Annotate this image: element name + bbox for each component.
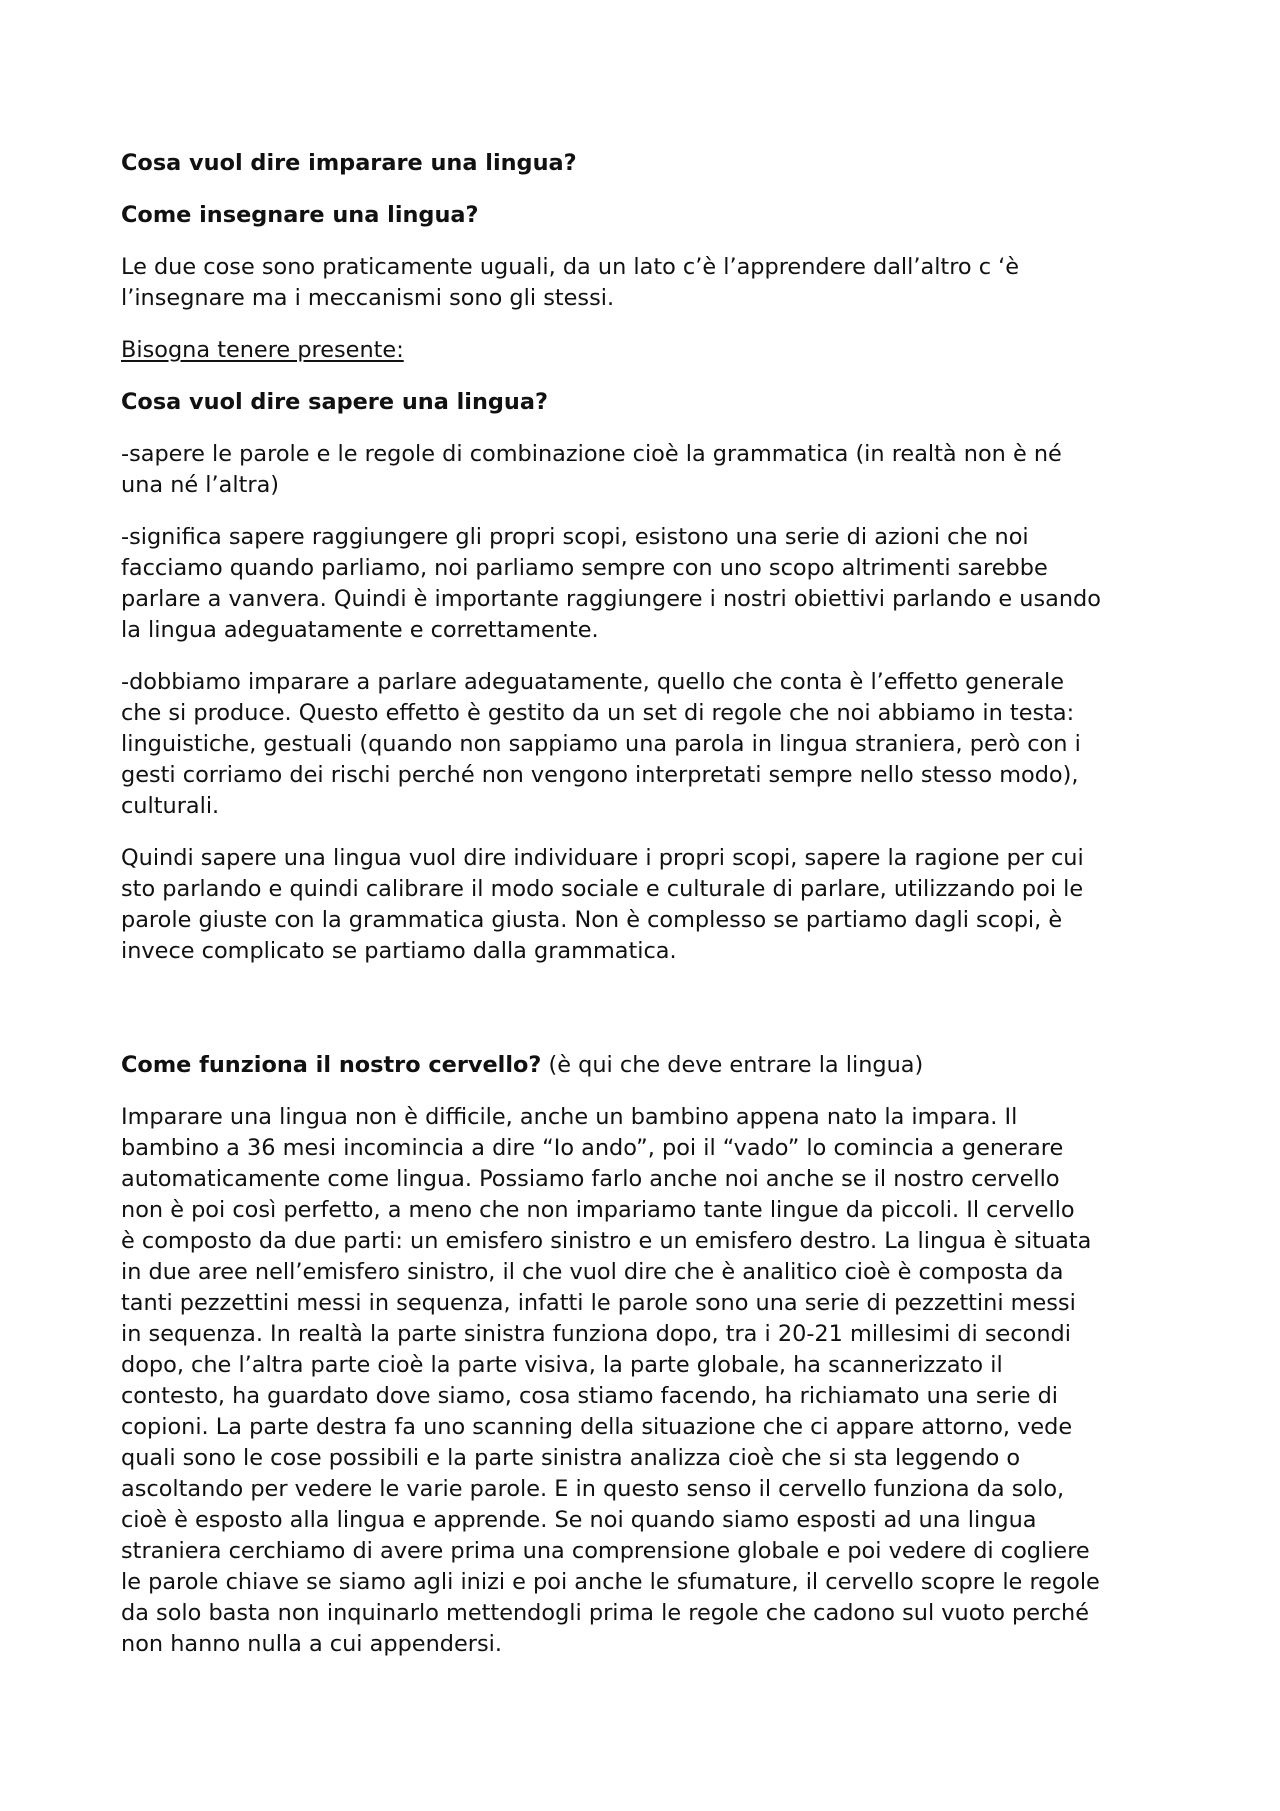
text-line: in sequenza. In realtà la parte sinistra funziona dopo, tra i 20-21 millesimi di secondi bbox=[121, 1321, 1071, 1347]
note-label: Bisogna tenere presente: bbox=[121, 337, 404, 363]
text-line: -dobbiamo imparare a parlare adeguatamente, quello che conta è l’effetto generale bbox=[121, 669, 1065, 695]
heading-cervello-line bbox=[121, 1050, 1171, 1081]
text-line: automaticamente come lingua. Possiamo farlo anche noi anche se il nostro cervello bbox=[121, 1166, 1060, 1192]
text-line: gesti corriamo dei rischi perché non vengono interpretati sempre nello stesso modo), bbox=[121, 762, 1079, 788]
text-line: cioè è esposto alla lingua e apprende. Se noi quando siamo esposti ad una lingua bbox=[121, 1507, 1037, 1533]
text-line: da solo basta non inquinarlo mettendogli prima le regole che cadono sul vuoto perché bbox=[121, 1600, 1090, 1626]
text-line: una né l’altra) bbox=[121, 472, 280, 498]
text-line: non è poi così perfetto, a meno che non impariamo tante lingue da piccoli. Il cervello bbox=[121, 1197, 1075, 1223]
text-line: la lingua adeguatamente e correttamente. bbox=[121, 617, 599, 643]
point-1-paragraph bbox=[121, 439, 1171, 501]
text-line: invece complicato se partiamo dalla grammatica. bbox=[121, 938, 677, 964]
text-line: parlare a vanvera. Quindi è importante raggiungere i nostri obiettivi parlando e usando bbox=[121, 586, 1101, 612]
text-line: facciamo quando parliamo, noi parliamo sempre con uno scopo altrimenti sarebbe bbox=[121, 555, 1048, 581]
text-line: straniera cerchiamo di avere prima una comprensione globale e poi vedere di cogliere bbox=[121, 1538, 1090, 1564]
document-page bbox=[121, 148, 1171, 1681]
text-line: quali sono le cose possibili e la parte sinistra analizza cioè che si sta leggendo o bbox=[121, 1445, 1021, 1471]
section-gap bbox=[121, 988, 1171, 1050]
text-line: in due aree nell’emisfero sinistro, il che vuol dire che è analitico cioè è composta da bbox=[121, 1259, 1064, 1285]
point-2-paragraph bbox=[121, 522, 1171, 646]
text-line: bambino a 36 mesi incomincia a dire “Io ando”, poi il “vado” lo comincia a generare bbox=[121, 1135, 1064, 1161]
text-line: dopo, che l’altra parte cioè la parte visiva, la parte globale, ha scannerizzato il bbox=[121, 1352, 1003, 1378]
text-line: le parole chiave se siamo agli inizi e poi anche le sfumature, il cervello scopre le regole bbox=[121, 1569, 1100, 1595]
heading-cervello: Come funziona il nostro cervello? bbox=[121, 1052, 542, 1078]
heading-cervello-note: (è qui che deve entrare la lingua) bbox=[541, 1052, 924, 1078]
text-line: sto parlando e quindi calibrare il modo sociale e culturale di parlare, utilizzando poi le bbox=[121, 876, 1084, 902]
heading-imparare: Cosa vuol dire imparare una lingua? bbox=[121, 150, 577, 176]
point-3-paragraph bbox=[121, 667, 1171, 822]
text-line: non hanno nulla a cui appendersi. bbox=[121, 1631, 502, 1657]
text-line: -sapere le parole e le regole di combinazione cioè la grammatica (in realtà non è né bbox=[121, 441, 1062, 467]
text-line: linguistiche, gestuali (quando non sappiamo una parola in lingua straniera, però con i bbox=[121, 731, 1081, 757]
text-line: tanti pezzettini messi in sequenza, infatti le parole sono una serie di pezzettini messi bbox=[121, 1290, 1076, 1316]
text-line: contesto, ha guardato dove siamo, cosa stiamo facendo, ha richiamato una serie di bbox=[121, 1383, 1059, 1409]
heading-sapere: Cosa vuol dire sapere una lingua? bbox=[121, 389, 548, 415]
text-line: culturali. bbox=[121, 793, 220, 819]
text-line: -significa sapere raggiungere gli propri scopi, esistono una serie di azioni che noi bbox=[121, 524, 1029, 550]
brain-paragraph bbox=[121, 1102, 1171, 1660]
text-line: Le due cose sono praticamente uguali, da un lato c’è l’apprendere dall’altro c ‘è bbox=[121, 254, 1020, 280]
text-line: parole giuste con la grammatica giusta. Non è complesso se partiamo dagli scopi, è bbox=[121, 907, 1063, 933]
heading-insegnare: Come insegnare una lingua? bbox=[121, 202, 479, 228]
text-line: che si produce. Questo effetto è gestito da un set di regole che noi abbiamo in testa: bbox=[121, 700, 1075, 726]
intro-paragraph bbox=[121, 252, 1171, 314]
text-line: l’insegnare ma i meccanismi sono gli stessi. bbox=[121, 285, 615, 311]
note-label-paragraph bbox=[121, 335, 1171, 366]
text-line: Quindi sapere una lingua vuol dire individuare i propri scopi, sapere la ragione per cui bbox=[121, 845, 1084, 871]
summary-paragraph bbox=[121, 843, 1171, 967]
text-line: è composto da due parti: un emisfero sinistro e un emisfero destro. La lingua è situata bbox=[121, 1228, 1092, 1254]
text-line: Imparare una lingua non è difficile, anche un bambino appena nato la impara. Il bbox=[121, 1104, 1018, 1130]
text-line: ascoltando per vedere le varie parole. E in questo senso il cervello funziona da solo, bbox=[121, 1476, 1065, 1502]
text-line: copioni. La parte destra fa uno scanning della situazione che ci appare attorno, vede bbox=[121, 1414, 1073, 1440]
